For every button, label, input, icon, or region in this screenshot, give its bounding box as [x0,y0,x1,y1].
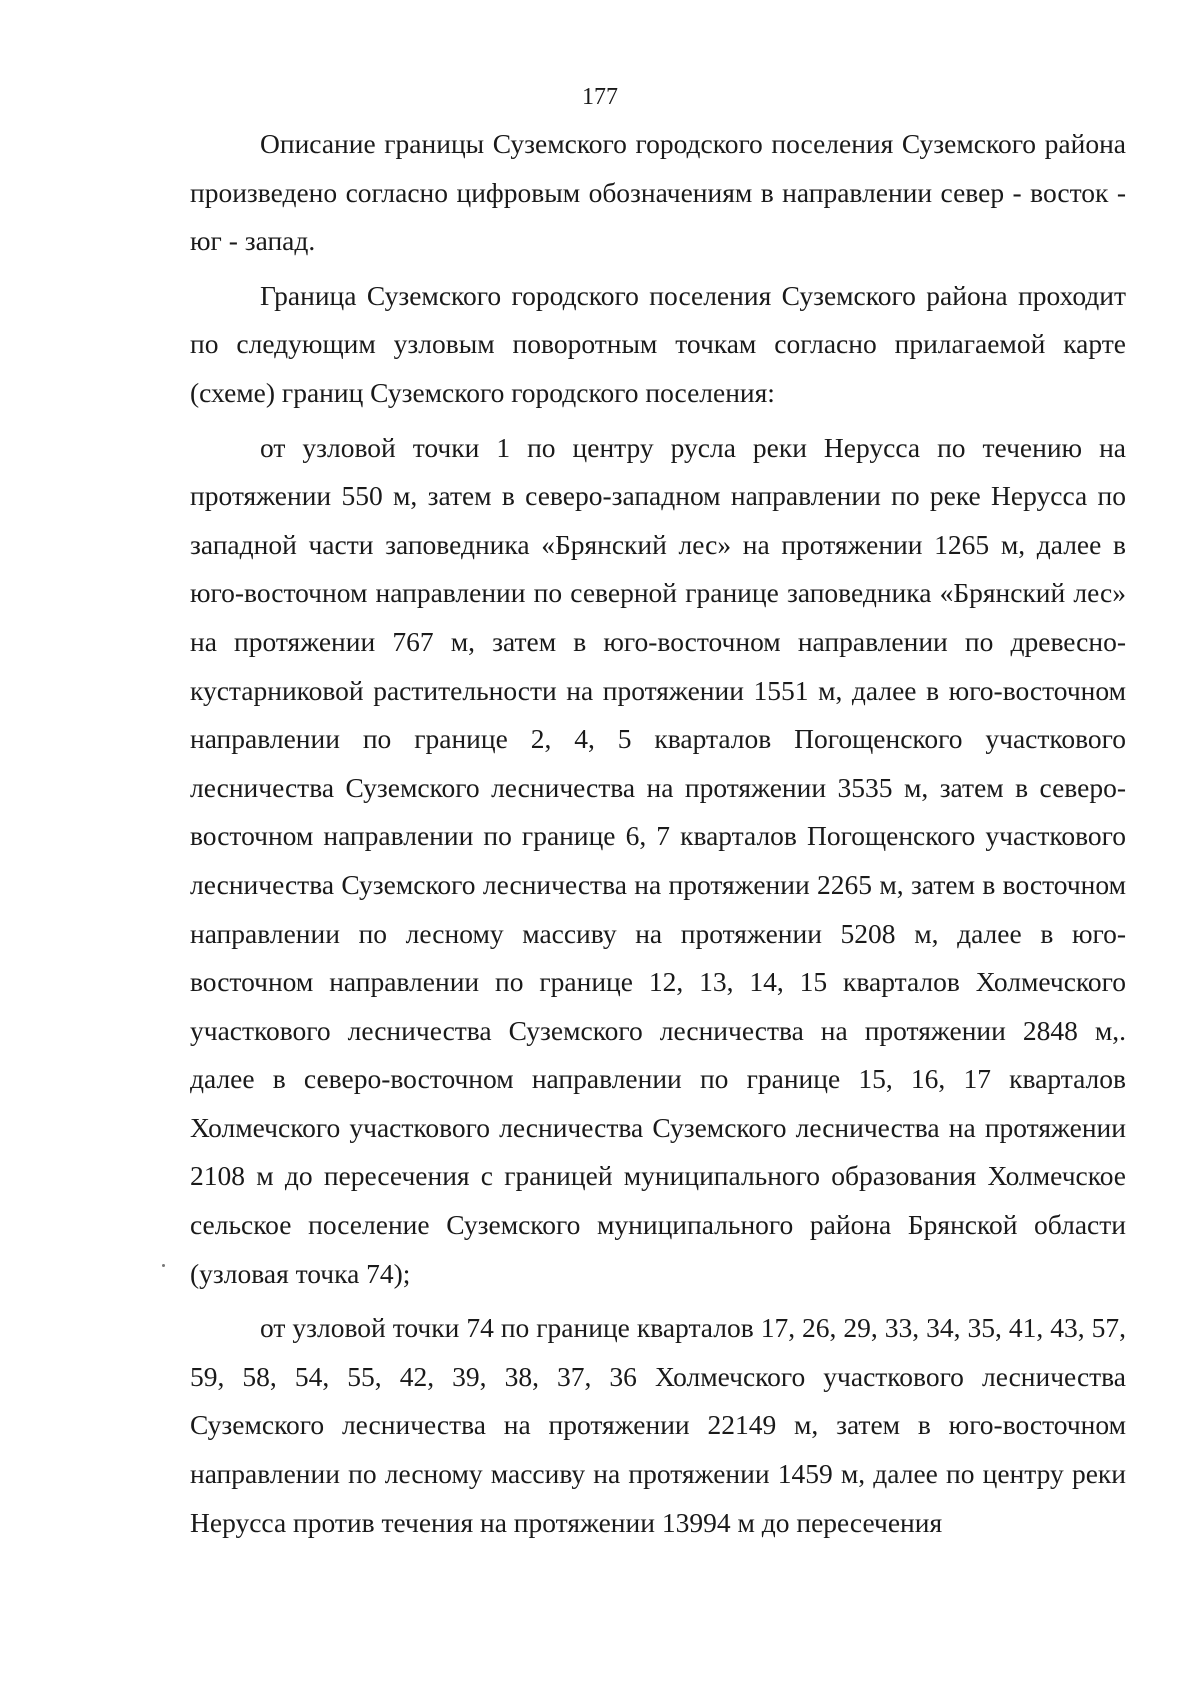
document-body [190,120,1126,1553]
paragraph-boundary-intro: Граница Суземского городского поселения Суземского района проходит по следующим узловым поворотным точкам согласно прилагаемой карте (схеме) границ Суземского городского поселения: [190,279,1126,408]
paragraph-description-intro: Описание границы Суземского городского поселения Суземского района произведено согласно цифровым обозначениям в направлении север - восток - юг - запад. [190,128,1126,257]
scan-speck [162,1264,165,1267]
paragraph-from-point-1: от узловой точки 1 по центру русла реки Нерусса по течению на протяжении 550 м, затем в северо-западном направлении по реке Нерусса по западной части заповедника «Брянский лес» на протяжении 1265 м, далее в юго-восточном направлении по северной границе заповедника «Брянский лес» на протяжении 767 м, затем в юго-восточном направлении по древесно-кустарниковой растительности на протяжении 1551 м, далее в юго-восточном направлении по границе 2, 4, 5 кварталов Погощенского участкового лесничества Суземского лесничества на протяжении 3535 м, затем в северо-восточном направлении по границе 6, 7 кварталов Погощенского участкового лесничества Суземского лесничества на протяжении 2265 м, затем в восточном направлении по лесному массиву на протяжении 5208 м, далее в юго-восточном направлении по границе 12, 13, 14, 15 кварталов Холмечского участкового лесничества Суземского лесничества на протяжении 2848 м,. далее в северо-восточном направлении по границе 15, 16, 17 кварталов Холмечского участкового лесничества Суземского лесничества на протяжении 2108 м до пересечения с границей муниципального образования Холмечское сельское поселение Суземского муниципального района Брянской области (узловая точка 74); [190,431,1126,1289]
paragraph-from-point-74: от узловой точки 74 по границе кварталов 17, 26, 29, 33, 34, 35, 41, 43, 57, 59, 58, 54, 55, 42, 39, 38, 37, 36 Холмечского участкового лесничества Суземского лесничества на протяжении 22149 м, затем в юго-восточном направлении по лесному массиву на протяжении 1459 м, далее по центру реки Нерусса против течения на протяжении 13994 м до пересечения [190,1312,1126,1538]
page-number: 177 [582,84,618,110]
